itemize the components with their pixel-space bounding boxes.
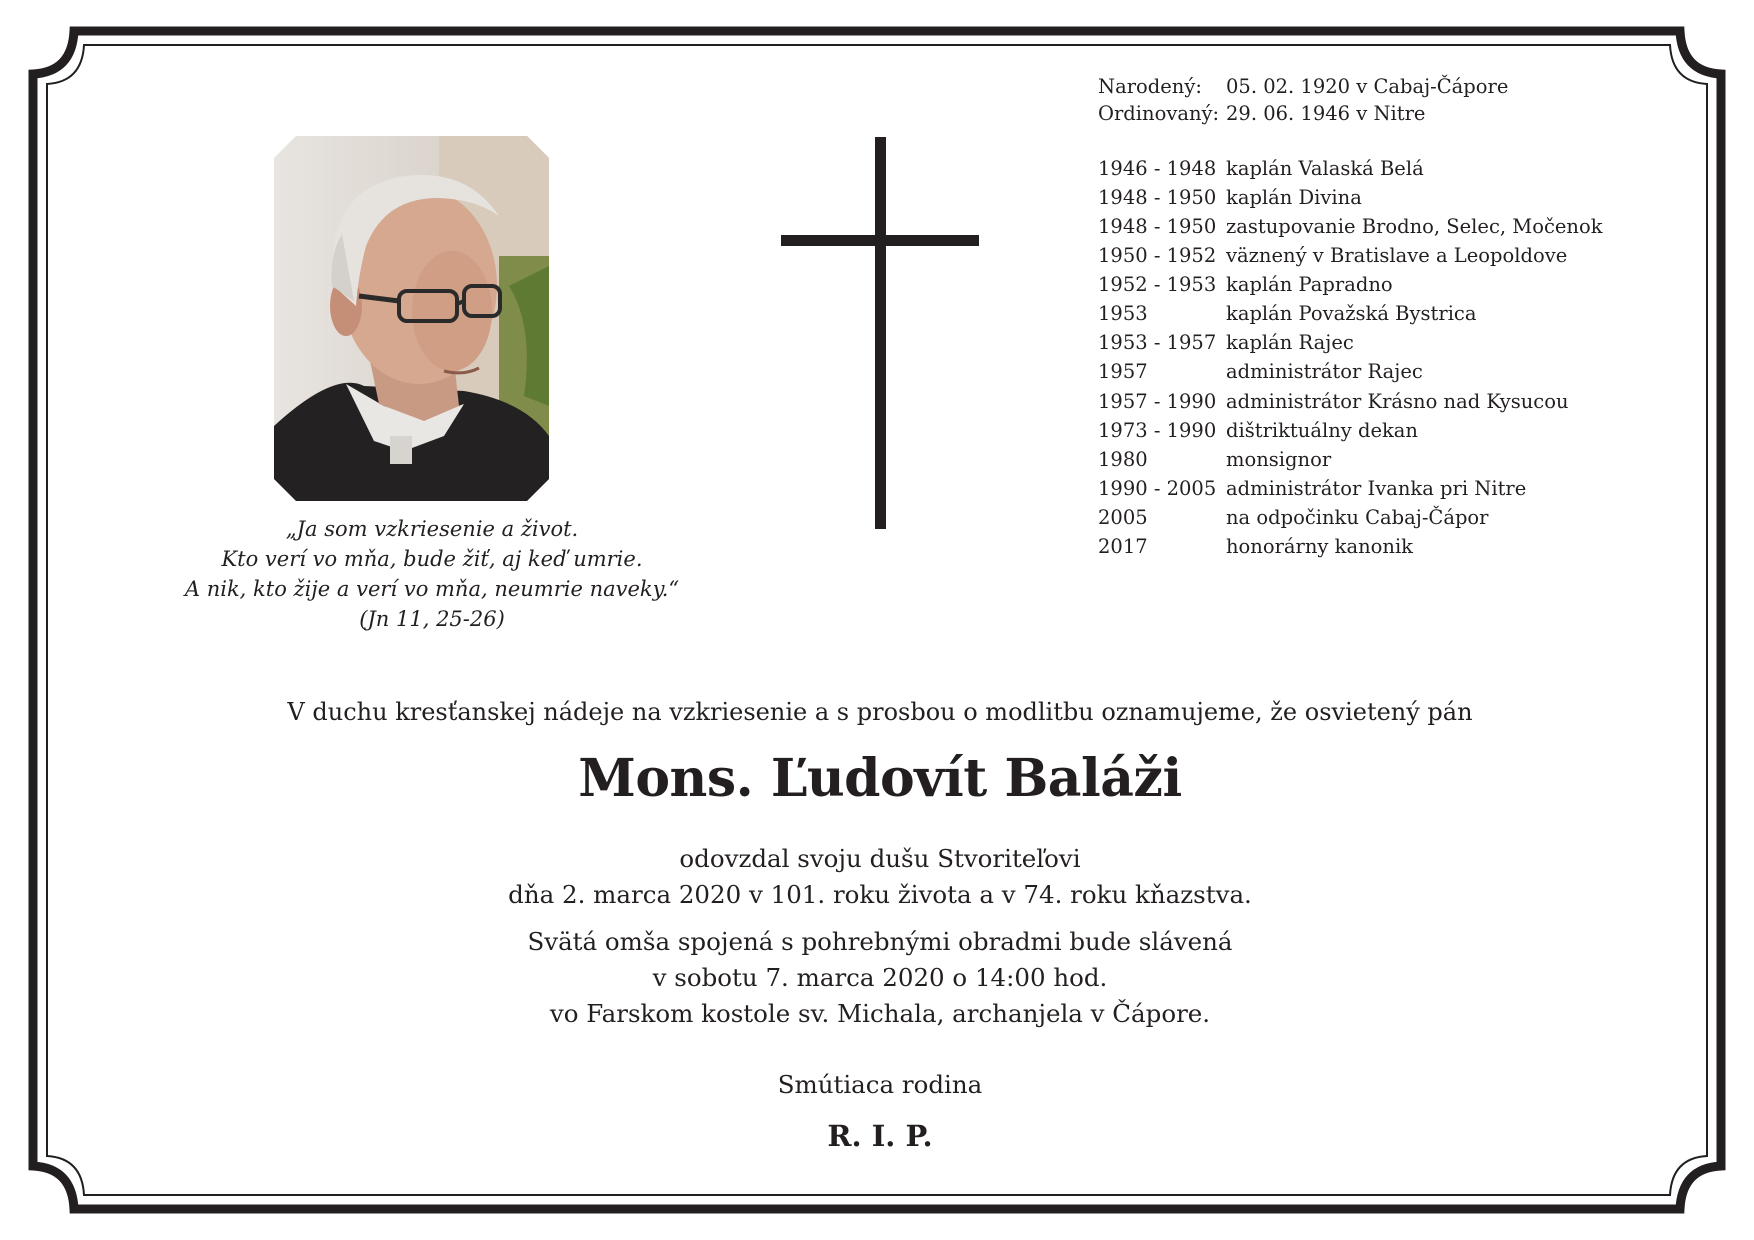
career-role: monsignor — [1226, 448, 1332, 471]
career-years: 1948 - 1950 — [1098, 186, 1217, 209]
career-years: 1946 - 1948 — [1098, 157, 1217, 180]
death-date-line: dňa 2. marca 2020 v 101. roku života a v 74. roku kňazstva. — [508, 880, 1252, 909]
career-role: administrátor Rajec — [1226, 360, 1423, 383]
career-years: 1948 - 1950 — [1098, 215, 1217, 238]
rip-text: R. I. P. — [827, 1119, 933, 1153]
cross-icon-bar — [781, 235, 979, 246]
career-role: kaplán Papradno — [1226, 273, 1393, 296]
mass-line: Svätá omša spojená s pohrebnými obradmi bude slávená — [527, 927, 1233, 956]
career-years: 1952 - 1953 — [1098, 273, 1217, 296]
career-role: kaplán Považská Bystrica — [1226, 302, 1477, 325]
born-value: 05. 02. 1920 v Cabaj-Čápore — [1226, 75, 1509, 98]
career-years: 2005 — [1098, 506, 1148, 529]
career-role: zastupovanie Brodno, Selec, Močenok — [1226, 215, 1603, 238]
career-years: 1950 - 1952 — [1098, 244, 1217, 267]
career-years: 1953 - 1957 — [1098, 331, 1217, 354]
announcement-intro: V duchu kresťanskej nádeje na vzkriesenie a s prosbou o modlitbu oznamujeme, že osvietený pán — [287, 698, 1473, 726]
mass-location-line: vo Farskom kostole sv. Michala, archanjela v Čápore. — [549, 999, 1211, 1028]
career-years: 1957 - 1990 — [1098, 390, 1217, 413]
career-role: dištriktuálny dekan — [1226, 419, 1418, 442]
career-years: 1973 - 1990 — [1098, 419, 1217, 442]
career-role: väznený v Bratislave a Leopoldove — [1226, 244, 1568, 267]
ordained-label: Ordinovaný: — [1098, 102, 1220, 125]
career-role: honorárny kanonik — [1226, 535, 1413, 558]
career-role: administrátor Ivanka pri Nitre — [1226, 477, 1527, 500]
quote-line: Kto verí vo mňa, bude žiť, aj keď umrie. — [221, 547, 643, 571]
career-years: 1953 — [1098, 302, 1148, 325]
mass-date-line: v sobotu 7. marca 2020 o 14:00 hod. — [652, 963, 1108, 992]
bible-quote — [150, 514, 714, 634]
career-years: 1990 - 2005 — [1098, 477, 1217, 500]
career-role: kaplán Valaská Belá — [1226, 157, 1424, 180]
career-role: kaplán Rajec — [1226, 331, 1354, 354]
quote-line: A nik, kto žije a verí vo mňa, neumrie naveky.“ — [184, 577, 680, 601]
quote-line: „Ja som vzkriesenie a život. — [285, 517, 579, 541]
family-signature: Smútiaca rodina — [777, 1070, 983, 1099]
career-years: 2017 — [1098, 535, 1148, 558]
quote-reference: (Jn 11, 25-26) — [359, 607, 505, 631]
portrait-photo — [274, 136, 549, 501]
deceased-name: Mons. Ľudovít Baláži — [578, 748, 1182, 809]
cross-icon — [875, 137, 886, 529]
career-role: administrátor Krásno nad Kysucou — [1226, 390, 1569, 413]
career-years: 1957 — [1098, 360, 1148, 383]
death-line: odovzdal svoju dušu Stvoriteľovi — [679, 844, 1081, 873]
ordained-value: 29. 06. 1946 v Nitre — [1226, 102, 1426, 125]
born-label: Narodený: — [1098, 75, 1202, 98]
career-role: na odpočinku Cabaj-Čápor — [1226, 506, 1489, 529]
career-years: 1980 — [1098, 448, 1148, 471]
career-role: kaplán Divina — [1226, 186, 1362, 209]
